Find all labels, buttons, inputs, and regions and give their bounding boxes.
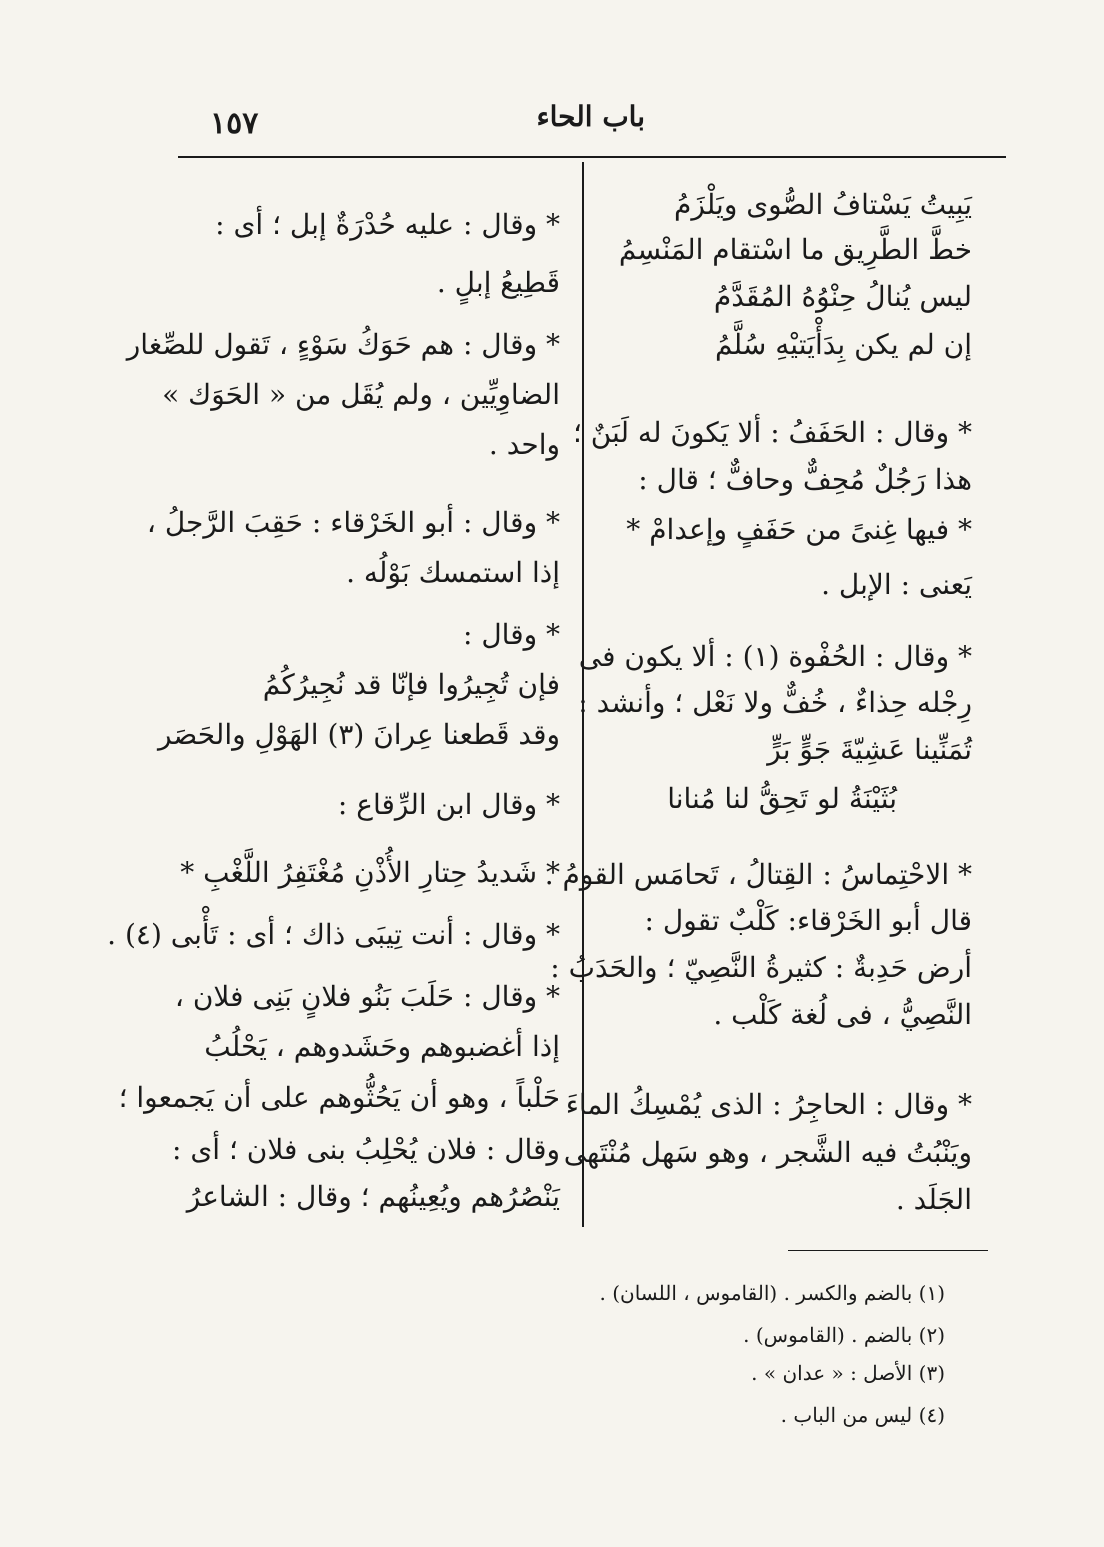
text-line: إذا استمسك بَوْلُه . (346, 556, 560, 589)
header-rule (178, 156, 1006, 158)
text-line: * وقال : حَلَبَ بَنُو فلانٍ بَنِى فلان ، (174, 980, 560, 1013)
text-line: * شَديدُ حِتارِ الأُذْنِ مُغْتَفِرُ اللَّغْبِ * (180, 856, 560, 889)
text-line: * وقال : الحاجِرُ : الذى يُمْسِكُ الماءَ (565, 1088, 972, 1121)
text-line: النَّصِيُّ ، فى لُغة كَلْب . (713, 998, 972, 1031)
text-line: قَطِيعُ إبلٍ . (436, 266, 560, 299)
text-line: * وقال : الحُفْوة (١) : ألا يكون فى (578, 640, 972, 673)
page-number: ١٥٧ (210, 106, 259, 141)
footnote: (٤) ليس من الباب . (780, 1403, 945, 1427)
text-line: رِجْله حِذاءٌ ، خُفٌّ ولا نَعْل ؛ وأنشد : (578, 686, 972, 719)
text-line: يَبِيتُ يَسْتافُ الصُّوى ويَلْزَمُ (673, 188, 972, 221)
text-line: فإن تُجِيرُوا فإنّا قد نُجِيرُكُمُ (262, 668, 560, 701)
text-line: ويَنْبُتُ فيه الشَّجر ، وهو سَهل مُنْتَهى (563, 1136, 972, 1169)
text-line: الضاوِيِّين ، ولم يُقَل من « الحَوَك » (162, 378, 560, 411)
text-line: أرض حَدِبةٌ : كثيرةُ النَّصِيّ ؛ والحَدَبُ : (550, 951, 972, 984)
text-line: وقد قَطعنا عِرانَ (٣) الهَوْلِ والحَصَر (157, 718, 560, 751)
text-line: الجَلَد . (895, 1183, 972, 1216)
text-line: * وقال ابن الرِّقاع : (337, 788, 560, 821)
footnote-rule (788, 1250, 988, 1251)
text-line: * وقال : (462, 618, 560, 651)
text-line: * وقال : أبو الخَرْقاء : حَقِبَ الرَّجلُ ، (146, 506, 560, 539)
chapter-title: باب الحاء (536, 100, 645, 133)
text-line: حَلْباً ، وهو أن يَحُثُّوهم على أن يَجمعوا ؛ (118, 1081, 560, 1114)
text-line: * فيها غِنىً من حَفَفٍ وإعدامْ * (626, 513, 972, 546)
text-line: إذا أغضبوهم وحَشَدوهم ، يَحْلُبُ (204, 1030, 560, 1063)
text-line: واحد . (488, 428, 560, 461)
text-line: * وقال : هم حَوَكُ سَوْءٍ ، تَقول للصِّغار (126, 328, 560, 361)
text-line: * وقال : عليه حُدْرَةٌ إبل ؛ أى : (215, 208, 560, 241)
footnote: (١) بالضم والكسر . (القاموس ، اللسان) . (599, 1281, 945, 1305)
text-line: يَعنى : الإبل . (821, 568, 972, 601)
page-header (180, 100, 1005, 150)
text-line: خطَّ الطَّرِيق ما اسْتقام المَنْسِمُ (618, 233, 972, 266)
text-line: إن لم يكن بِدَأْيَتيْهِ سُلَّمُ (714, 328, 972, 361)
text-line: يَنْصُرُهم ويُعِينُهم ؛ وقال : الشاعرُ (186, 1180, 560, 1213)
text-line: بُثَيْنَةُ لو تَحِقُّ لنا مُنانا (667, 782, 897, 815)
footnote: (٣) الأصل : « عدان » . (751, 1361, 945, 1385)
text-line: * وقال : الحَفَفُ : ألا يَكونَ له لَبَنٌ ؛ (572, 416, 972, 449)
text-line: ليس يُنالُ حِنْوُهُ المُقَدَّمُ (713, 280, 972, 313)
text-line: هذا رَجُلٌ مُحِفٌّ وحافٌّ ؛ قال : (638, 463, 972, 496)
text-line: * الاحْتِماسُ : القِتالُ ، تَحامَس القومُ . (544, 858, 972, 891)
footnote: (٢) بالضم . (القاموس) . (743, 1323, 945, 1347)
text-line: * وقال : أنت تِيبَى ذاك ؛ أى : تَأْبى (٤) . (107, 918, 560, 951)
text-line: تُمَنِّينا عَشِيّةَ جَوٍّ بَرٍّ (767, 733, 972, 766)
text-line: وقال : فلان يُحْلِبُ بنى فلان ؛ أى : (172, 1133, 560, 1166)
text-line: قال أبو الخَرْقاء: كَلْبٌ تقول : (644, 904, 972, 937)
